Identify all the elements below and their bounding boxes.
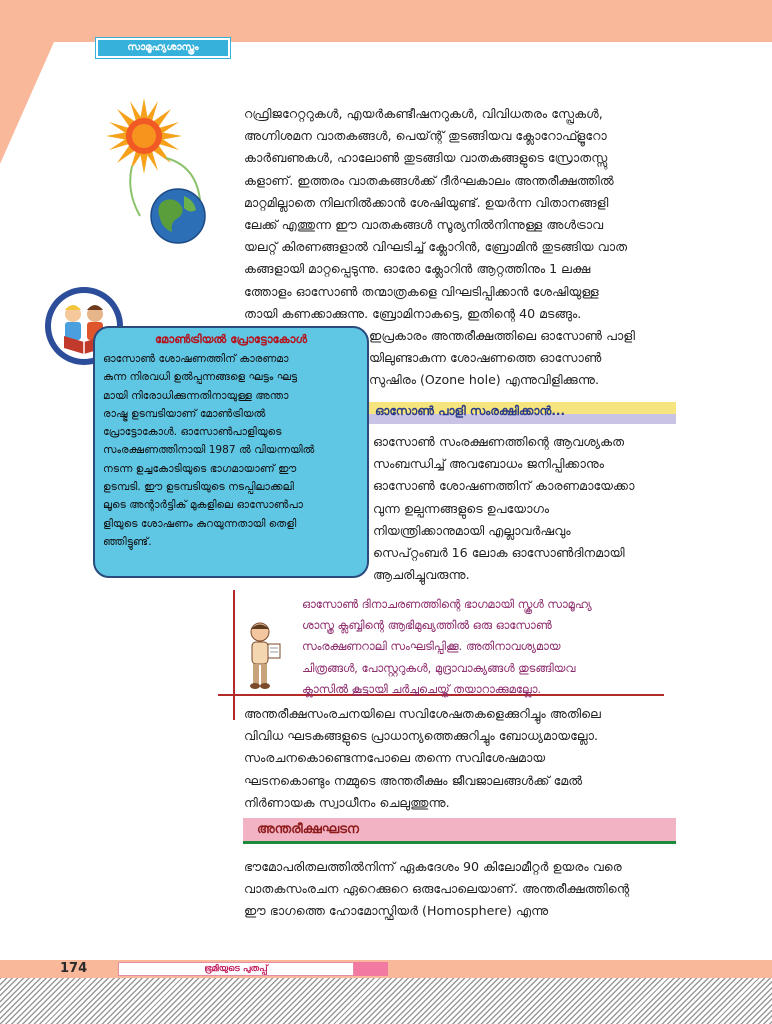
activity-divider-vertical: [233, 590, 235, 720]
text-line: വാതകസംരചന ഏറെക്കുറെ ഒരുപോലെയാണ്. അന്തരീക്ഷത്തിന്റെ: [244, 881, 630, 897]
text-line: അന്തരീക്ഷസംരചനയിലെ സവിശേഷതകളെക്കുറിച്ചും അതിലെ: [244, 706, 601, 721]
callout-line: രാഷ്ട്ര ഉടമ്പടിയാണ് മോൺട്രിയൽ: [103, 407, 266, 420]
montreal-protocol-callout: [93, 326, 369, 578]
page-number: 174: [60, 961, 88, 976]
text-line: സംരചനകൊണ്ടെന്നപോലെ തന്നെ സവിശേഷമായ: [244, 750, 546, 766]
structure-paragraph: [244, 703, 676, 814]
callout-line: പ്രോട്ടോകോൾ. ഓസോൺപാളിയുടെ: [103, 426, 282, 439]
callout-title: മോൺട്രിയൽ പ്രോട്ടോകോൾ: [155, 332, 307, 346]
text-line: ഇപ്രകാരം അന്തരീക്ഷത്തിലെ ഓസോൺ പാളി: [369, 328, 635, 344]
boy-with-book-icon: [240, 620, 286, 692]
text-line: യലറ്റ് കിരണങ്ങളാൽ വിഘടിച്ച് ക്ലോറിൻ, ബ്രോമിൻ തുടങ്ങിയ വാത: [244, 239, 628, 255]
callout-line: കുന്ന നിരവധി ഉൽപ്പന്നങ്ങളെ ഘട്ടം ഘട്ട: [103, 371, 298, 384]
text-line: യിലുണ്ടാകുന്ന ശോഷണത്തെ ഓസോൺ: [369, 350, 602, 366]
subject-tab: സാമൂഹ്യശാസ്ത്രം: [96, 38, 230, 58]
text-line: ഭൗമോപരിതലത്തിൽനിന്ന് ഏകദേശം 90 കിലോമീറ്റർ ഉയരം വരെ: [244, 859, 622, 874]
section-heading-atmosphere-structure: [243, 818, 676, 844]
text-line: സെപ്റ്റംബർ 16 ലോക ഓസോൺദിനമായി: [373, 545, 625, 561]
callout-line: ഞ്ഞിട്ടുണ്ട്.: [103, 535, 152, 548]
text-line: ഓസോൺ ശോഷണത്തിന് കാരണമായേക്കാ: [373, 478, 635, 494]
atmosphere-paragraph: [244, 856, 676, 923]
text-line: മാറ്റമില്ലാതെ നിലനിൽക്കാൻ ശേഷിയുണ്ട്. ഉയർന്ന വിതാനങ്ങളി: [244, 194, 609, 210]
callout-line: ളിയുടെ ശോഷണം കുറയുന്നതായി തെളി: [103, 517, 297, 530]
text-line: അഗ്നിശമന വാതകങ്ങൾ, പെയ്ന്റ് തുടങ്ങിയവ ക്ലോറോഫ്ളൂറോ: [244, 128, 607, 144]
section-title: ഓസോൺ പാളി സംരക്ഷിക്കാൻ...: [375, 404, 566, 418]
callout-line: നടന്ന ഉച്ചകോടിയുടെ ഭാഗമായാണ് ഈ: [103, 462, 297, 475]
text-line: റഫ്രിജറേറ്ററുകൾ, എയർകണ്ടീഷനറുകൾ, വിവിധതരം സ്പ്രേകൾ,: [244, 106, 603, 121]
text-line: ആചരിച്ചുവരുന്നു.: [373, 567, 470, 583]
ozone-protection-paragraph: [373, 431, 676, 586]
callout-line: ലൂടെ അന്റാർട്ടിക് മുകളിലെ ഓസോൺപാ: [103, 499, 304, 512]
text-line: കളാണ്. ഇത്തരം വാതകങ്ങൾക്ക് ദീർഘകാലം അന്തരീക്ഷത്തിൽ: [244, 172, 614, 188]
section-heading-ozone-protection: [369, 402, 676, 424]
text-line: ഘടനകൊണ്ടും നമ്മുടെ അന്തരീക്ഷം ജീവജാലങ്ങൾക്ക് മേൽ: [244, 772, 583, 788]
text-line: കങ്ങളായി മാറ്റപ്പെടുന്നു. ഓരോ ക്ലോറിൻ ആറ്റത്തിനും 1 ലക്ഷ: [244, 261, 591, 277]
section-title: അന്തരീക്ഷഘടന: [257, 822, 359, 837]
activity-line: ശാസ്ത്ര ക്ലബ്ബിന്റെ ആഭിമുഖ്യത്തിൽ ഒരു ഓസോൺ: [302, 618, 552, 633]
callout-line: മായി നിരോധിക്കുന്നതിനായുള്ള അന്താ: [103, 389, 289, 402]
footer-accent: [354, 962, 388, 976]
text-line: തായി കണക്കാക്കുന്നു. ബ്രോമിനാകട്ടെ, ഇതിന്റെ 40 മടങ്ങും.: [244, 305, 582, 321]
text-line: ലേക്ക് എത്തുന്ന ഈ വാതകങ്ങൾ സൂര്യനിൽനിന്നുള്ള അൾട്രാവ: [244, 217, 604, 233]
text-line: ഈ ഭാഗത്തെ ഹോമോസ്ഫിയർ (Homosphere) എന്നു: [244, 903, 549, 919]
activity-box: [302, 594, 664, 700]
text-line: വിവിധ ഘടകങ്ങളുടെ പ്രാധാന്യത്തെക്കുറിച്ചും ബോധ്യമായല്ലോ.: [244, 728, 598, 744]
corner-decoration: [0, 42, 54, 164]
footer-title-box: [118, 962, 354, 976]
text-line: സംബന്ധിച്ച് അവബോധം ജനിപ്പിക്കാനും: [373, 456, 605, 472]
text-line: ത്തോളം ഓസോൺ തന്മാത്രകളെ വിഘടിപ്പിക്കാൻ ശേഷിയുള്ള: [244, 283, 599, 299]
sun-globe-illustration: [96, 96, 216, 246]
top-band: [0, 0, 772, 42]
activity-line: ചിത്രങ്ങൾ, പോസ്റ്ററുകൾ, മുദ്രാവാക്യങ്ങൾ തുടങ്ങിയവ: [302, 660, 576, 675]
activity-line: സംരക്ഷണറാലി സംഘടിപ്പിക്കൂ. അതിനാവശ്യമായ: [302, 639, 561, 654]
callout-line: സംരക്ഷണത്തിനായി 1987 ൽ വിയന്നയിൽ: [103, 444, 315, 457]
text-line: നിയന്ത്രിക്കാനുമായി എല്ലാവർഷവും: [373, 522, 571, 538]
text-line: ഓസോൺ സംരക്ഷണത്തിന്റെ ആവശ്യകത: [373, 434, 625, 449]
text-line: നിർണായക സ്വാധീനം ചെലുത്തുന്നു.: [244, 794, 450, 810]
text-line: കാർബണുകൾ, ഹാലോൺ തുടങ്ങിയ വാതകങ്ങളുടെ സ്രോതസ്സു: [244, 150, 608, 166]
activity-line: ക്ലാസിൽ കൂട്ടായി ചർച്ചചെയ്ത് തയാറാക്കുമല്ലോ.: [302, 681, 541, 696]
footer-hatch-pattern: [0, 978, 772, 1024]
callout-line: ഓസോൺ ശോഷണത്തിന് കാരണമാ: [103, 353, 289, 365]
footer-book-title: ഭൂമിയുടെ പുതപ്പ്: [204, 964, 268, 974]
callout-line: ഉടമ്പടി. ഈ ഉടമ്പടിയുടെ നടപ്പിലാക്കലി: [103, 481, 294, 494]
text-line: സുഷിരം (Ozone hole) എന്നുവിളിക്കുന്നു.: [369, 372, 600, 388]
text-line: വുന്ന ഉല്പന്നങ്ങളുടെ ഉപയോഗം: [373, 500, 550, 516]
activity-line: ഓസോൺ ദിനാചരണത്തിന്റെ ഭാഗമായി സ്കൂൾ സാമൂഹ്യ: [302, 597, 592, 611]
